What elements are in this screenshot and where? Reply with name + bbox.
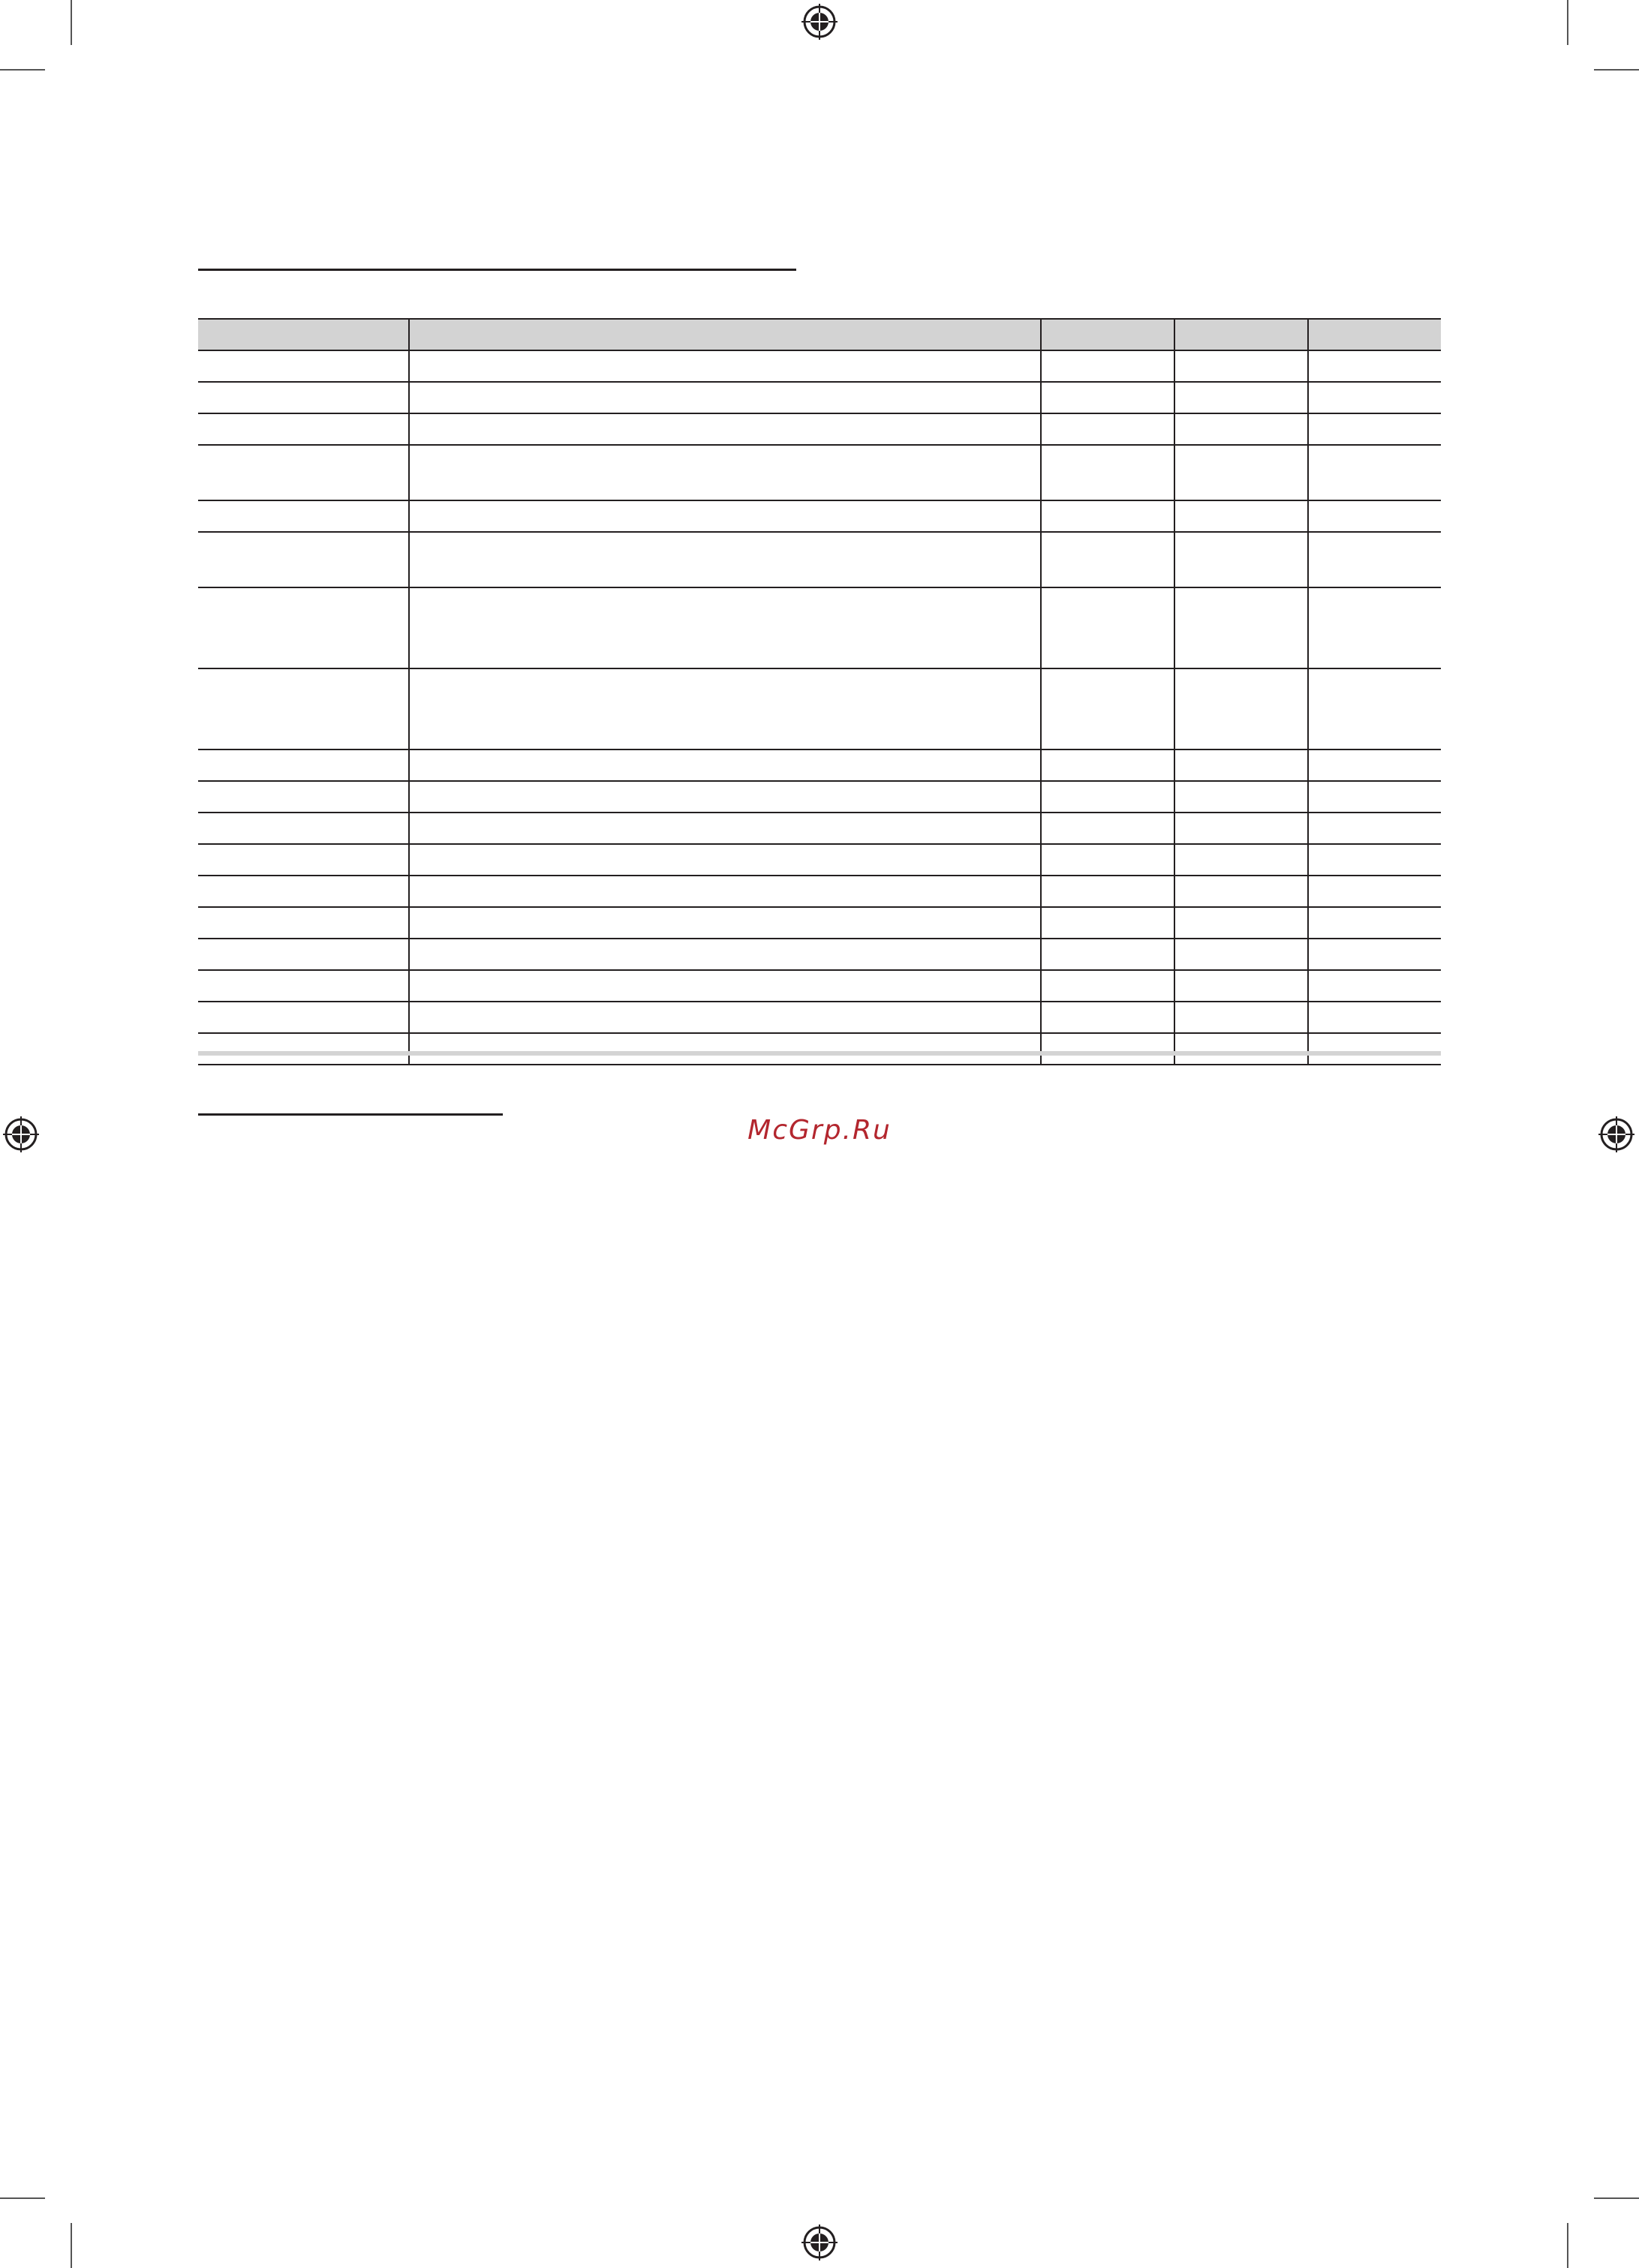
table-cell (1041, 532, 1174, 587)
table-cell (198, 445, 409, 500)
watermark-text: McGrp.Ru (747, 1115, 892, 1146)
table-cell (1308, 876, 1441, 907)
table-row (198, 876, 1441, 907)
table-cell (1308, 1002, 1441, 1033)
table-cell (1174, 876, 1308, 907)
header-cell (1174, 319, 1308, 350)
table-cell (1041, 1033, 1174, 1065)
table-cell (198, 939, 409, 970)
crop-mark-bottom-left-horizontal (0, 2197, 45, 2199)
table-row (198, 813, 1441, 844)
table-cell (1041, 939, 1174, 970)
table-cell (409, 970, 1041, 1002)
table-header-row (198, 319, 1441, 350)
table-cell (1041, 445, 1174, 500)
table-cell (1308, 749, 1441, 781)
table-cell (1174, 939, 1308, 970)
table-cell (198, 668, 409, 749)
table-cell (1041, 781, 1174, 813)
crop-mark-bottom-right-horizontal (1594, 2197, 1639, 2199)
header-cell (1308, 319, 1441, 350)
table-cell (1174, 907, 1308, 939)
table-cell (198, 970, 409, 1002)
registration-mark-bottom-icon (800, 2223, 839, 2262)
table-cell (1041, 500, 1174, 532)
table-row (198, 382, 1441, 413)
table-cell (1041, 350, 1174, 382)
table-cell (198, 1033, 409, 1065)
table-cell (1041, 749, 1174, 781)
specification-table (198, 318, 1441, 1065)
table-cell (1308, 1033, 1441, 1065)
table-cell (409, 1002, 1041, 1033)
table-row (198, 668, 1441, 749)
table-cell (409, 749, 1041, 781)
crop-mark-bottom-left-vertical (71, 2223, 72, 2268)
table-cell (409, 876, 1041, 907)
table-row (198, 970, 1441, 1002)
crop-mark-top-right-vertical (1567, 0, 1568, 45)
table-cell (1174, 749, 1308, 781)
table-cell (198, 413, 409, 445)
table-cell (198, 587, 409, 668)
crop-mark-top-left-vertical (71, 0, 72, 45)
table-cell (1174, 781, 1308, 813)
table-cell (1308, 907, 1441, 939)
table-cell (1041, 970, 1174, 1002)
table-row (198, 749, 1441, 781)
registration-mark-top-icon (800, 2, 839, 41)
table-row (198, 350, 1441, 382)
table-cell (1308, 813, 1441, 844)
table-cell (1308, 844, 1441, 876)
table-cell (1041, 813, 1174, 844)
table-cell (198, 350, 409, 382)
table-cell (198, 532, 409, 587)
table-cell (1174, 587, 1308, 668)
table-cell (198, 907, 409, 939)
table-cell (409, 844, 1041, 876)
table-cell (1174, 445, 1308, 500)
table-cell (1041, 844, 1174, 876)
table-cell (198, 1002, 409, 1033)
table-cell (1174, 668, 1308, 749)
table-cell (198, 500, 409, 532)
table-cell (1174, 1033, 1308, 1065)
table-cell (409, 500, 1041, 532)
header-cell (1041, 319, 1174, 350)
table-row (198, 1033, 1441, 1065)
table-cell (409, 532, 1041, 587)
table-cell (1174, 500, 1308, 532)
table-cell (409, 939, 1041, 970)
table-row (198, 907, 1441, 939)
table-cell (409, 907, 1041, 939)
table-cell (409, 813, 1041, 844)
crop-mark-top-left-horizontal (0, 69, 45, 71)
table-cell (1174, 413, 1308, 445)
table-cell (1308, 500, 1441, 532)
table-row (198, 413, 1441, 445)
table-cell (409, 445, 1041, 500)
table-cell (1041, 668, 1174, 749)
table-cell (409, 668, 1041, 749)
table-row (198, 844, 1441, 876)
table-cell (1041, 413, 1174, 445)
table-cell (1308, 532, 1441, 587)
table-cell (409, 350, 1041, 382)
table-row (198, 939, 1441, 970)
table-cell (1174, 844, 1308, 876)
table-row (198, 500, 1441, 532)
table-cell (1174, 970, 1308, 1002)
table-cell (1308, 445, 1441, 500)
table-cell (1308, 939, 1441, 970)
table-cell (409, 587, 1041, 668)
table-cell (1174, 1002, 1308, 1033)
table-cell (1308, 668, 1441, 749)
table-cell (1174, 350, 1308, 382)
crop-mark-bottom-right-vertical (1567, 2223, 1568, 2268)
table-cell (198, 781, 409, 813)
table-cell (198, 382, 409, 413)
table-cell (1308, 413, 1441, 445)
table-row (198, 781, 1441, 813)
table-cell (1041, 587, 1174, 668)
table-cell (409, 781, 1041, 813)
table-row (198, 445, 1441, 500)
table-cell (1041, 876, 1174, 907)
table-cell (198, 876, 409, 907)
table-cell (1174, 813, 1308, 844)
table-cell (1174, 532, 1308, 587)
table-cell (409, 413, 1041, 445)
table-cell (198, 813, 409, 844)
table-row (198, 532, 1441, 587)
section-title-rule (198, 269, 796, 271)
table-cell (409, 1033, 1041, 1065)
table-cell (409, 382, 1041, 413)
header-cell (409, 319, 1041, 350)
table-cell (1308, 781, 1441, 813)
table-cell (1308, 350, 1441, 382)
table-cell (198, 749, 409, 781)
table-cell (1308, 382, 1441, 413)
table-row (198, 587, 1441, 668)
table-cell (1041, 1002, 1174, 1033)
table-cell (1308, 970, 1441, 1002)
table-row (198, 1002, 1441, 1033)
section-separator (198, 1051, 1441, 1056)
table-cell (1041, 382, 1174, 413)
table-cell (1174, 382, 1308, 413)
crop-mark-top-right-horizontal (1594, 69, 1639, 71)
table-cell (1308, 587, 1441, 668)
header-cell (198, 319, 409, 350)
table-cell (198, 844, 409, 876)
table-cell (1041, 907, 1174, 939)
